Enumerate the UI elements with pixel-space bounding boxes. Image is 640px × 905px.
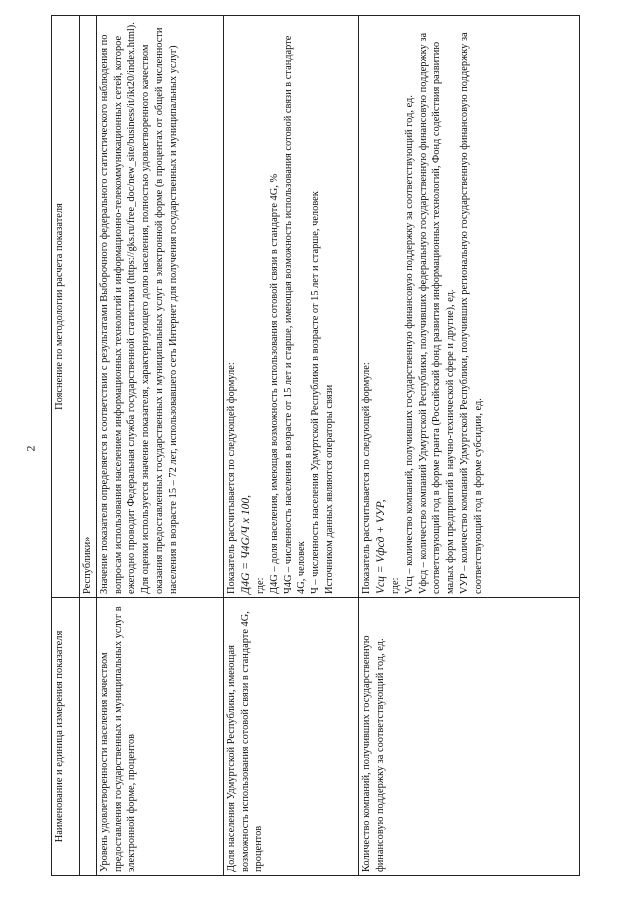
header-methodology: Пояснение по методологии расчета показателя <box>52 16 80 598</box>
page-number: 2 <box>23 445 38 452</box>
data-source: Источником данных являются операторы связи <box>324 384 336 594</box>
rotated-page <box>51 16 626 876</box>
indicator-name: Уровень удовлетворенности населения качеством предоставления государственных и муниципальных услуг в электронной форме, процентов <box>96 598 223 876</box>
formula: Д4G = Ч4G/Ч х 100, <box>239 495 252 594</box>
formula-definition: Ч – численность населения Удмуртской Республики в возрасте от 15 лет и старше, человек <box>310 191 322 594</box>
table-row <box>223 16 358 876</box>
continuation-cell: Республики» <box>80 16 97 598</box>
table-row <box>80 16 97 876</box>
table-header-row <box>52 16 80 876</box>
header-indicator-name: Наименование и единица измерения показателя <box>52 598 80 876</box>
methodology-table <box>51 15 580 876</box>
methodology-cell <box>223 16 358 598</box>
formula-definition: Vсц – количество компаний, получивших государственную финансовую поддержку за соответствующий год, ед. <box>403 95 415 594</box>
methodology-cell <box>96 16 223 598</box>
table-row <box>96 16 223 876</box>
formula-intro: Показатель рассчитывается по следующей формуле: <box>225 362 237 594</box>
formula-definition: VУР – количество компаний Удмуртской Республики, получивших региональную государственную финансовую поддержку за соответствующий год в форме субсидии, ед. <box>459 32 484 594</box>
empty-cell <box>80 598 97 876</box>
indicator-name: Доля населения Удмуртской Республики, имеющая возможность использования сотовой связи в стандарте 4G, процентов <box>223 598 358 876</box>
methodology-paragraph: Для оценки используется значение показателя, характеризующего долю населения, полностью удовлетворенного качеством оказания предоставленных государственных и муниципальных услуг в электронной форме (в процентах от общей численности населения в возрасте 15 – 72 лет, использовавшего сеть Интернет для получения государственных и муниципальных услуг) <box>140 27 179 594</box>
formula-definition: Vфсд – количество компаний Удмуртской Республики, получивших федеральную государственную финансовую поддержку за соответствующий год в форме гранта (Российский фонд развития информационных технологий, Фонд содействия развитию малых форм предприятий в научно-технической сфере и другие), ед. <box>417 32 457 594</box>
formula-where: где: <box>254 577 266 594</box>
methodology-paragraph: Значение показателя определяется в соответствии с результатами Выборочного федерального статистического наблюдения по вопросам использования населением информационных технологий и информационно-телекоммуникационных сетей, которое ежегодно проводит Федеральная служба государственной статистики (https://gks.ru/free_doc/new_site/business/it/ikt20/index.html). <box>98 22 138 594</box>
indicator-name: Количество компаний, получивших государственную финансовую поддержку за соответствующий год, ед. <box>358 598 579 876</box>
table-row <box>358 16 579 876</box>
formula-intro: Показатель рассчитывается по следующей формуле: <box>360 362 372 594</box>
methodology-cell <box>358 16 579 598</box>
formula-definition: Ч4G – численность населения в возрасте от 15 лет и старше, имеющая возможность использования сотовой связи в стандарте 4G, человек <box>282 35 308 594</box>
formula: Vсц = Vфсд + VУР, <box>374 499 387 594</box>
formula-definition: Д4G – доля населения, имеющая возможность использования сотовой связи в стандарте 4G, % <box>268 173 280 594</box>
formula-where: где: <box>389 577 401 594</box>
